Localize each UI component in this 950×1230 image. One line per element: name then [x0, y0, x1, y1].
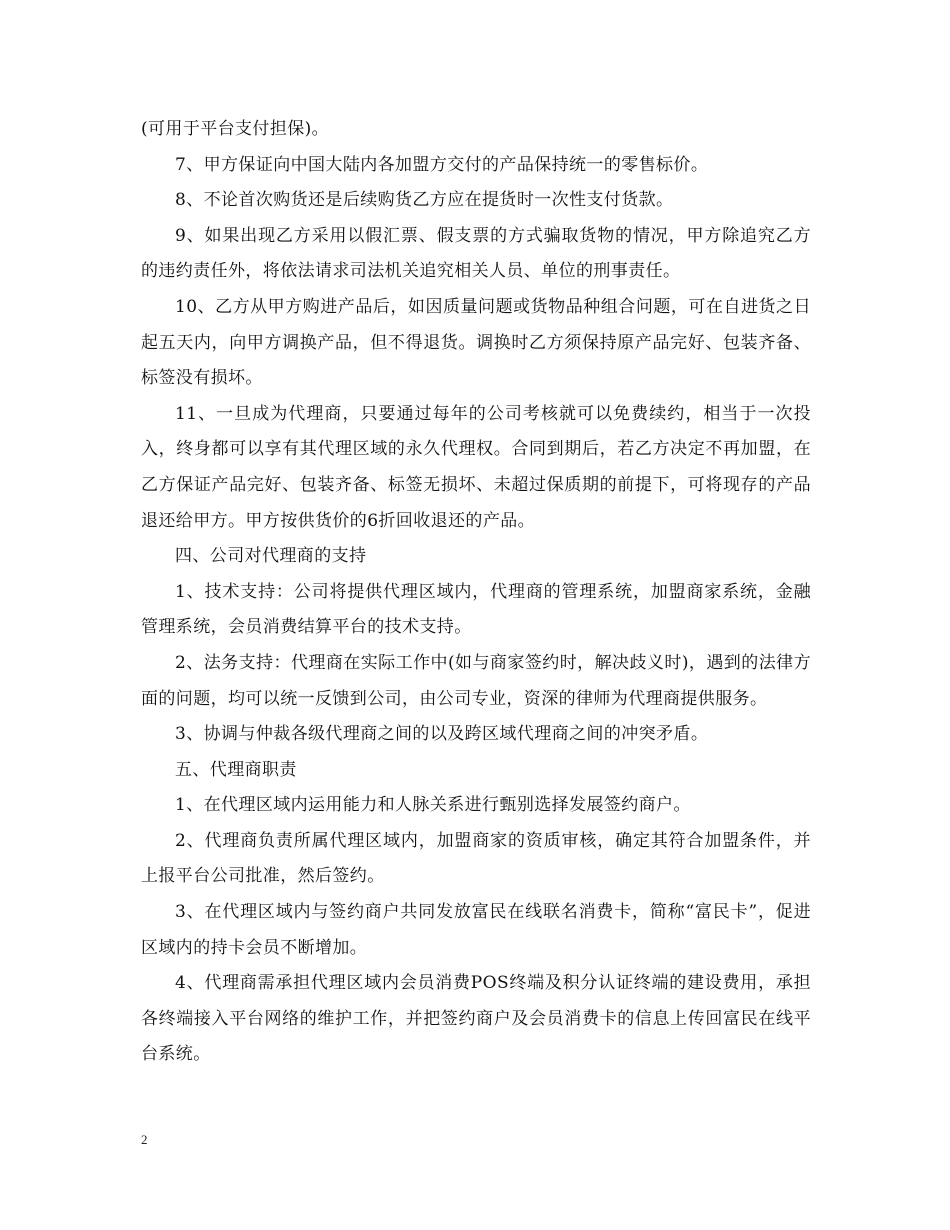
paragraph-support-3: 3、协调与仲裁各级代理商之间的以及跨区域代理商之间的冲突矛盾。	[175, 724, 709, 745]
paragraph-continuation: (可用于平台支付担保)。	[141, 119, 330, 139]
paragraph-duty-2: 2、代理商负责所属代理区域内，加盟商家的资质审核，确定其符合加盟条件，并上报平台公司批准，然后签约。	[141, 830, 811, 887]
section-heading-support: 四、公司对代理商的支持	[175, 546, 367, 567]
paragraph-duty-4: 4、代理商需承担代理区域内会员消费POS终端及积分认证终端的建设费用，承担各终端接入平台网络的维护工作，并把签约商户及会员消费卡的信息上传回富民在线平台系统。	[141, 973, 811, 1065]
paragraph-item-11: 11、一旦成为代理商，只要通过每年的公司考核就可以免费续约，相当于一次投入，终身都可以享有其代理区域的永久代理权。合同到期后，若乙方决定不再加盟，在乙方保证产品完好、包装齐备、标签无损坏、未超过保质期的前提下，可将现存的产品退还给甲方。甲方按供货价的6折回收退还的产品。	[141, 403, 811, 531]
paragraph-item-7: 7、甲方保证向中国大陆内各加盟方交付的产品保持统一的零售标价。	[175, 154, 709, 175]
paragraph-item-9: 9、如果出现乙方采用以假汇票、假支票的方式骗取货物的情况，甲方除追究乙方的违约责任外，将依法请求司法机关追究相关人员、单位的刑事责任。	[141, 225, 811, 282]
paragraph-item-8: 8、不论首次购货还是后续购货乙方应在提货时一次性支付货款。	[175, 190, 674, 211]
paragraph-duty-1: 1、在代理区域内运用能力和人脉关系进行甄别选择发展签约商户。	[175, 795, 691, 816]
paragraph-item-10: 10、乙方从甲方购进产品后，如因质量问题或货物品种组合问题，可在自进货之日起五天内，向甲方调换产品，但不得退货。调换时乙方须保持原产品完好、包装齐备、标签没有损坏。	[141, 296, 811, 389]
paragraph-support-2: 2、法务支持：代理商在实际工作中(如与商家签约时，解决歧义时)，遇到的法律方面的问题，均可以统一反馈到公司，由公司专业，资深的律师为代理商提供服务。	[141, 652, 811, 709]
page-number: 2	[141, 1132, 148, 1147]
paragraph-duty-3: 3、在代理区域内与签约商户共同发放富民在线联名消费卡，简称“富民卡”，促进区域内的持卡会员不断增加。	[141, 902, 811, 958]
paragraph-support-1: 1、技术支持：公司将提供代理区域内，代理商的管理系统，加盟商家系统，金融管理系统，会员消费结算平台的技术支持。	[141, 581, 811, 638]
document-body	[141, 112, 811, 1073]
section-heading-duties: 五、代理商职责	[175, 759, 297, 780]
